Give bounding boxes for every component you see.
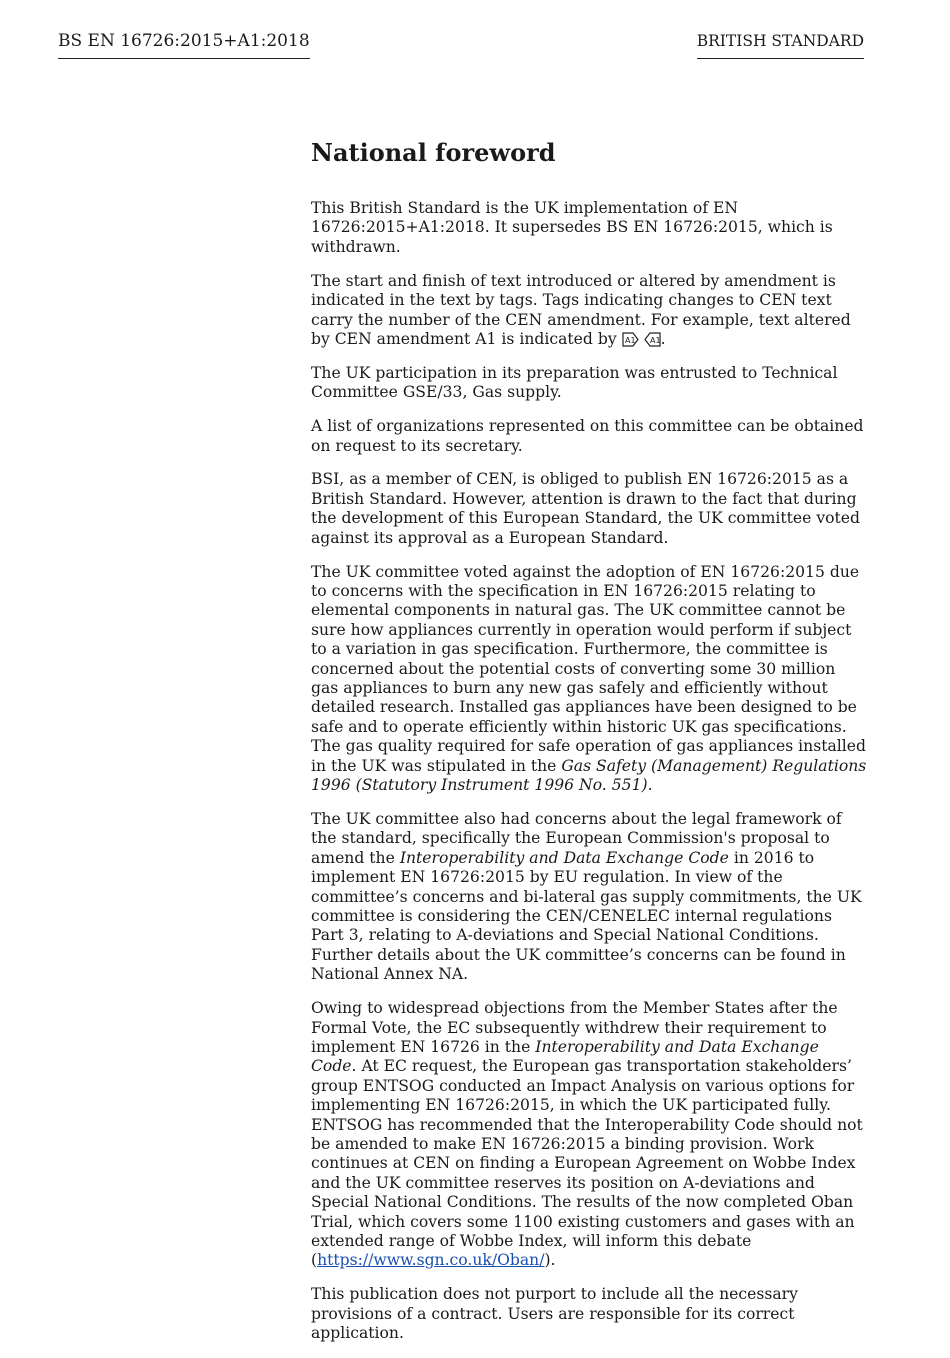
legal-text-a: The UK committee also had concerns about the legal framework of the standard, specifically the European Commission's proposal to amend the bbox=[311, 809, 842, 867]
paragraph-objections bbox=[311, 999, 867, 1271]
code-reference: Interoperability and Data Exchange Code bbox=[399, 848, 729, 867]
legal-text-b: in 2016 to implement EN 16726:2015 by EU regulation. In view of the committee’s concerns and bi-lateral gas supply commitments, the UK committee is considering the CEN/CENELEC internal regulations Part 3, relating to A-deviations and Special National Conditions. Further details about the UK committee’s concerns can be found in National Annex NA. bbox=[311, 848, 862, 984]
amendment-end-period: . bbox=[660, 329, 666, 348]
objections-text-a: Owing to widespread objections from the Member States after the Formal Vote, the EC subsequently withdrew their requirement to implement EN 16726 in the bbox=[311, 999, 838, 1056]
page-title: National foreword bbox=[311, 138, 556, 167]
paragraph-disclaimer: This publication does not purport to include all the necessary provisions of a contract. Users are responsible for its correct application. bbox=[311, 1285, 798, 1343]
paragraph-amendment-tags bbox=[311, 272, 867, 350]
svg-text:A1: A1 bbox=[649, 335, 661, 345]
paragraph-bsi-obligation: BSI, as a member of CEN, is obliged to publish EN 16726:2015 as a British Standard. However, attention is drawn to the fact that during the development of this European Standard, the UK committee voted against its approval as a European Standard. bbox=[311, 470, 860, 547]
running-header-left: BS EN 16726:2015+A1:2018 bbox=[58, 30, 310, 59]
objections-end: ). bbox=[544, 1251, 556, 1270]
running-header-right: BRITISH STANDARD bbox=[697, 30, 864, 59]
paragraph-committee: The UK participation in its preparation was entrusted to Technical Committee GSE/33, Gas supply. bbox=[311, 363, 838, 402]
main-content bbox=[311, 135, 867, 1358]
paragraph-implementation: This British Standard is the UK implementation of EN 16726:2015+A1:2018. It supersedes BS EN 16726:2015, which is withdrawn. bbox=[311, 199, 833, 256]
paragraph-legal-framework bbox=[311, 810, 867, 985]
svg-text:A1: A1 bbox=[624, 335, 636, 345]
paragraph-vote-against bbox=[311, 563, 867, 796]
amendment-end-tag-icon bbox=[644, 332, 661, 347]
vote-text: The UK committee voted against the adoption of EN 16726:2015 due to concerns with the specification in EN 16726:2015 relating to elemental components in natural gas. The UK committee cannot be sure how appliances currently in operation would perform if subject to a variation in gas specification. Furthermore, the committee is concerned about the potential costs of converting some 30 million gas appliances to burn any new gas safely and efficiently without detailed research. Installed gas appliances have been designed to be safe and to operate efficiently within historic UK gas specifications. The gas quality required for safe operation of gas appliances installed in the UK was stipulated in the bbox=[311, 562, 866, 775]
oban-trial-link[interactable]: https://www.sgn.co.uk/Oban/ bbox=[317, 1251, 545, 1270]
paragraph-organizations: A list of organizations represented on this committee can be obtained on request to its secretary. bbox=[311, 417, 864, 455]
objections-text-b: . At EC request, the European gas transportation stakeholders’ group ENTSOG conducted an Impact Analysis on various options for implementing EN 16726:2015, in which the UK participated fully. ENTSOG has recommended that the Interoperability Code should not be amended to make EN 16726:2015 a binding provision. Work continues at CEN on finding a European Agreement on Wobbe Index and the UK committee reserves its position on A-deviations and Special National Conditions. The results of the now completed Oban Trial, which covers some 1100 existing customers and gases with an extended range of Wobbe Index, will inform this debate ( bbox=[311, 1057, 863, 1270]
amendment-text: The start and finish of text introduced or altered by amendment is indicated in the text by tags. Tags indicating changes to CEN text carry the number of the CEN amendment. For example, text altered by CEN amendment A1 is indicated by bbox=[311, 271, 851, 348]
regulations-reference: Gas Safety (Management) Regulations 1996 (Statutory Instrument 1996 No. 551) bbox=[311, 756, 867, 795]
code-reference-2: Interoperability and Data Exchange Code bbox=[311, 1037, 819, 1076]
vote-end: . bbox=[647, 776, 653, 795]
amendment-start-tag-icon bbox=[622, 332, 639, 347]
